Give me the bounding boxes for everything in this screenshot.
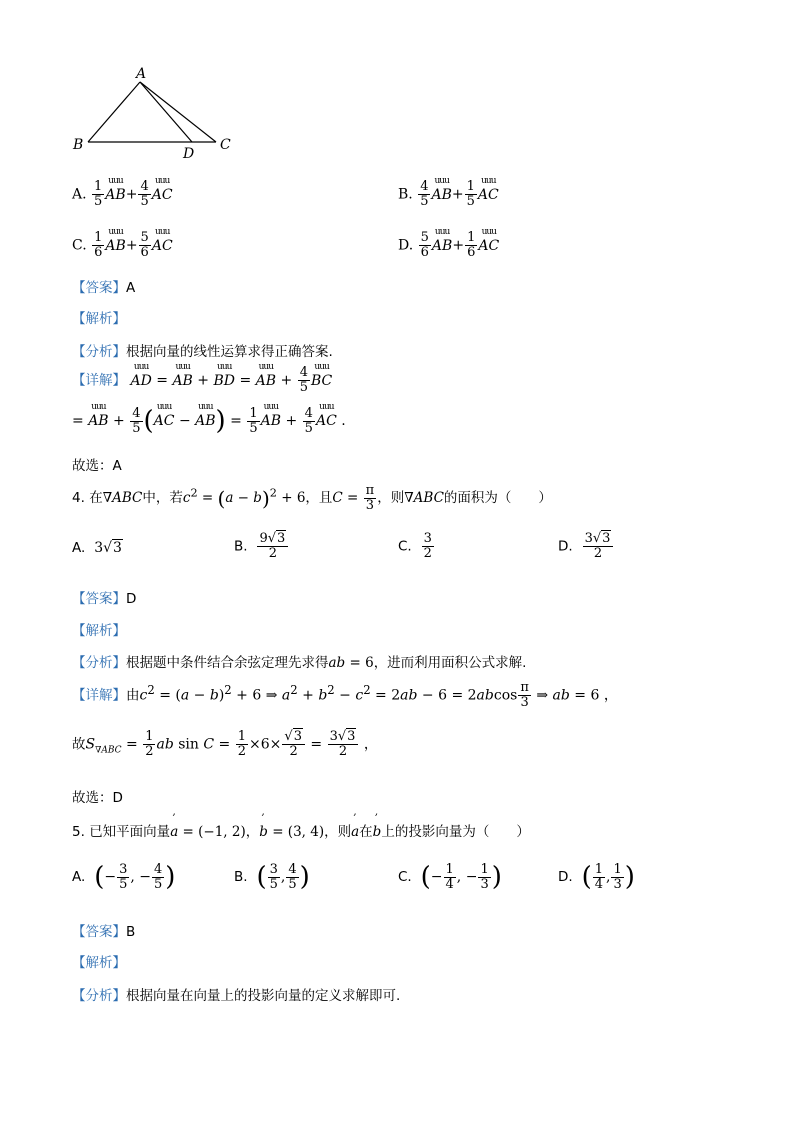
label-a: A	[136, 66, 147, 82]
q4-answer: 【答案】D	[72, 591, 137, 607]
q4-option-b[interactable]: B. $\frac{9√3}{2}$	[234, 532, 289, 561]
q5-fenxi: 【分析】根据向量在向量上的投影向量的定义求解即可.	[72, 988, 401, 1004]
q5-stem: 5. 已知平面向量’ a = (−1, 2)，’ b = (3, 4)，则’ a在’ b上的投影向量为（ ）	[72, 820, 530, 840]
q3-answer: 【答案】A	[72, 280, 136, 296]
option-letter: A.	[72, 186, 87, 203]
q3-option-d[interactable]: D. $\frac{5}{6}$ uuu AB+ $\frac{1}{6}$ uuu AC	[398, 231, 499, 260]
q5-analysis-label: 【解析】	[72, 955, 126, 971]
q3-analysis-label: 【解析】	[72, 311, 126, 327]
q4-detail-line1: 【详解】由$c^2 = (a - b)^2 + 6$ ⇒ $a^2 + b^2 - c^2 = 2ab - 6 = 2abcos$ $\frac{\pi}{3}$ ⇒ ab = 6 ，	[72, 680, 618, 710]
q4-option-c[interactable]: C. $\frac{3}{2}$	[398, 531, 432, 561]
vector-ac: uuu AC	[152, 187, 173, 203]
q3-option-a[interactable]: A. $\frac{1}{5}$ uuu AB+ $\frac{4}{5}$ uuu AC	[72, 180, 173, 209]
q4-fenxi: 【分析】根据题中条件结合余弦定理先求得ab = 6，进而利用面积公式求解.	[72, 655, 527, 671]
q4-option-d[interactable]: D. $\frac{3√3}{2}$	[558, 532, 614, 561]
q4-conclusion: 故选：D	[72, 790, 123, 806]
q4-option-a[interactable]: A. 3√3	[72, 540, 122, 556]
q3-option-c[interactable]: C. $\frac{1}{6}$ uuu AB+ $\frac{5}{6}$ uuu AC	[72, 231, 173, 260]
vector-ab: uuu AB	[105, 187, 125, 203]
q5-option-c[interactable]: C. (− $\frac{1}{4}$ , − $\frac{1}{3}$ )	[398, 861, 502, 892]
q3-fenxi: 【分析】根据向量的线性运算求得正确答案.	[72, 344, 333, 360]
q4-stem: 4. 在∇ABC中，若$c^2 = (a - b)^2 + 6$，且C = $\frac{\pi}{3}$ ，则∇ABC的面积为（ ）	[72, 483, 552, 513]
q5-answer: 【答案】B	[72, 924, 136, 940]
q5-option-b[interactable]: B. ( $\frac{3}{5}$ , $\frac{4}{5}$ )	[234, 861, 310, 892]
label-c: C	[220, 137, 231, 153]
triangle-figure	[70, 62, 240, 162]
q4-detail-line2: 故$S_{\nabla ABC}$ = $\frac{1}{2}$ ab sin C = $\frac{1}{2}$ ×6× $\frac{√3}{2}$ = $\frac{3√3}{2}$ ，	[72, 729, 378, 759]
q3-option-b[interactable]: B. $\frac{4}{5}$ uuu AB+ $\frac{1}{5}$ uuu AC	[398, 180, 499, 209]
q5-option-a[interactable]: A. (− $\frac{3}{5}$ , − $\frac{4}{5}$ )	[72, 861, 176, 892]
q3-detail-line2: = uuu AB + $\frac{4}{5}$ (uuu AC − uuu AB) = $\frac{1}{5}$ uuu AB + $\frac{4}{5}$ uuu AC .	[72, 406, 346, 436]
label-d: D	[183, 146, 195, 162]
q5-option-d[interactable]: D. ( $\frac{1}{4}$ , $\frac{1}{3}$ )	[558, 861, 635, 892]
q3-conclusion: 故选：A	[72, 458, 122, 474]
q4-analysis-label: 【解析】	[72, 623, 126, 639]
label-b: B	[73, 137, 84, 153]
q3-detail-line1: 【详解】 uuu AD = uuu AB + uuu BD = uuu AB + $\frac{4}{5}$ uuu BC	[72, 366, 332, 395]
